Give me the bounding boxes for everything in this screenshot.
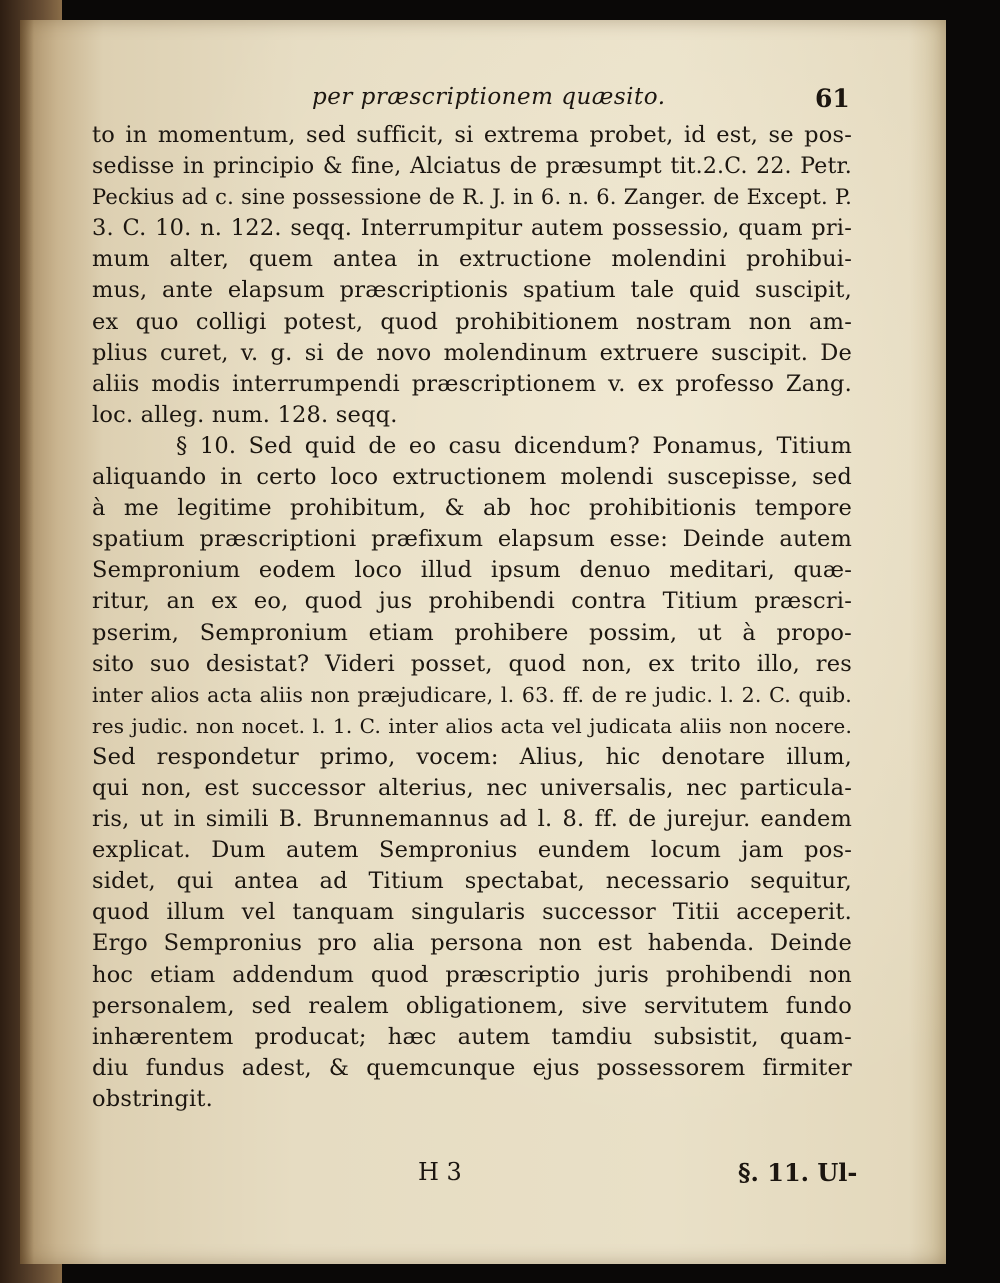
- page-number: 61: [815, 84, 850, 113]
- text-line: inhærentem producat; hæc autem tamdiu subsistit, quam-: [92, 1023, 852, 1050]
- text-line: hoc etiam addendum quod præscriptio juris prohibendi non: [92, 961, 852, 988]
- text-line: qui non, est successor alterius, nec universalis, nec particula-: [92, 774, 852, 801]
- text-line: personalem, sed realem obligationem, sive servitutem fundo: [92, 992, 852, 1019]
- text-line: plius curet, v. g. si de novo molendinum extruere suscipit. De: [92, 339, 852, 366]
- section-start-line: § 10. Sed quid de eo casu dicendum? Ponamus, Titium: [176, 432, 852, 459]
- page-gutter-shadow: [20, 20, 34, 1264]
- text-line: mus, ante elapsum præscriptionis spatium tale quid suscipit,: [92, 277, 852, 304]
- text-line: 3. C. 10. n. 122. seqq. Interrumpitur autem possessio, quam pri-: [92, 215, 852, 242]
- text-line: to in momentum, sed sufficit, si extrema probet, id est, se pos-: [92, 122, 852, 148]
- text-line: Peckius ad c. sine possessione de R. J. in 6. n. 6. Zanger. de Except. P.: [92, 185, 852, 210]
- text-line: quod illum vel tanquam singularis successor Titii acceperit.: [92, 899, 852, 926]
- running-title: per præscriptionem quæsito.: [312, 84, 666, 110]
- text-line: aliis modis interrumpendi præscriptionem v. ex professo Zang.: [92, 370, 852, 397]
- text-line: sedisse in principio & fine, Alciatus de præsumpt tit.2.C. 22. Petr.: [92, 154, 852, 180]
- text-line: loc. alleg. num. 128. seqq.: [92, 401, 398, 428]
- body-text: [92, 120, 852, 1115]
- text-line: à me legitime prohibitum, & ab hoc prohibitionis tempore: [92, 495, 852, 522]
- text-line: Sed respondetur primo, vocem: Alius, hic denotare illum,: [92, 743, 852, 770]
- page-paper: [20, 20, 946, 1264]
- text-line: ris, ut in simili B. Brunnemannus ad l. 8. ff. de jurejur. eandem: [92, 806, 852, 833]
- text-line: Sempronium eodem loco illud ipsum denuo meditari, quæ-: [92, 557, 852, 584]
- text-line: diu fundus adest, & quemcunque ejus possessorem firmiter: [92, 1054, 852, 1081]
- text-line: aliquando in certo loco extructionem molendi suscepisse, sed: [92, 464, 852, 491]
- signature-mark: H 3: [418, 1158, 462, 1186]
- text-line: pserim, Sempronium etiam prohibere possim, ut à propo-: [92, 619, 852, 646]
- text-line: explicat. Dum autem Sempronius eundem locum jam pos-: [92, 837, 852, 864]
- catchword: §. 11. Ul-: [738, 1158, 858, 1187]
- text-line: ritur, an ex eo, quod jus prohibendi contra Titium præscri-: [92, 588, 852, 615]
- text-line: inter alios acta aliis non præjudicare, l. 63. ff. de re judic. l. 2. C. quib.: [92, 682, 852, 707]
- text-line: spatium præscriptioni præfixum elapsum esse: Deinde autem: [92, 526, 852, 553]
- text-line: res judic. non nocet. l. 1. C. inter alios acta vel judicata aliis non nocere.: [92, 713, 852, 738]
- text-line: Ergo Sempronius pro alia persona non est habenda. Deinde: [92, 930, 852, 957]
- text-line: obstringit.: [92, 1085, 213, 1112]
- text-line: ex quo colligi potest, quod prohibitionem nostram non am-: [92, 308, 852, 335]
- text-line: mum alter, quem antea in extructione molendini prohibui-: [92, 246, 852, 273]
- text-line: sito suo desistat? Videri posset, quod non, ex trito illo, res: [92, 650, 852, 677]
- text-line: sidet, qui antea ad Titium spectabat, necessario sequitur,: [92, 868, 852, 895]
